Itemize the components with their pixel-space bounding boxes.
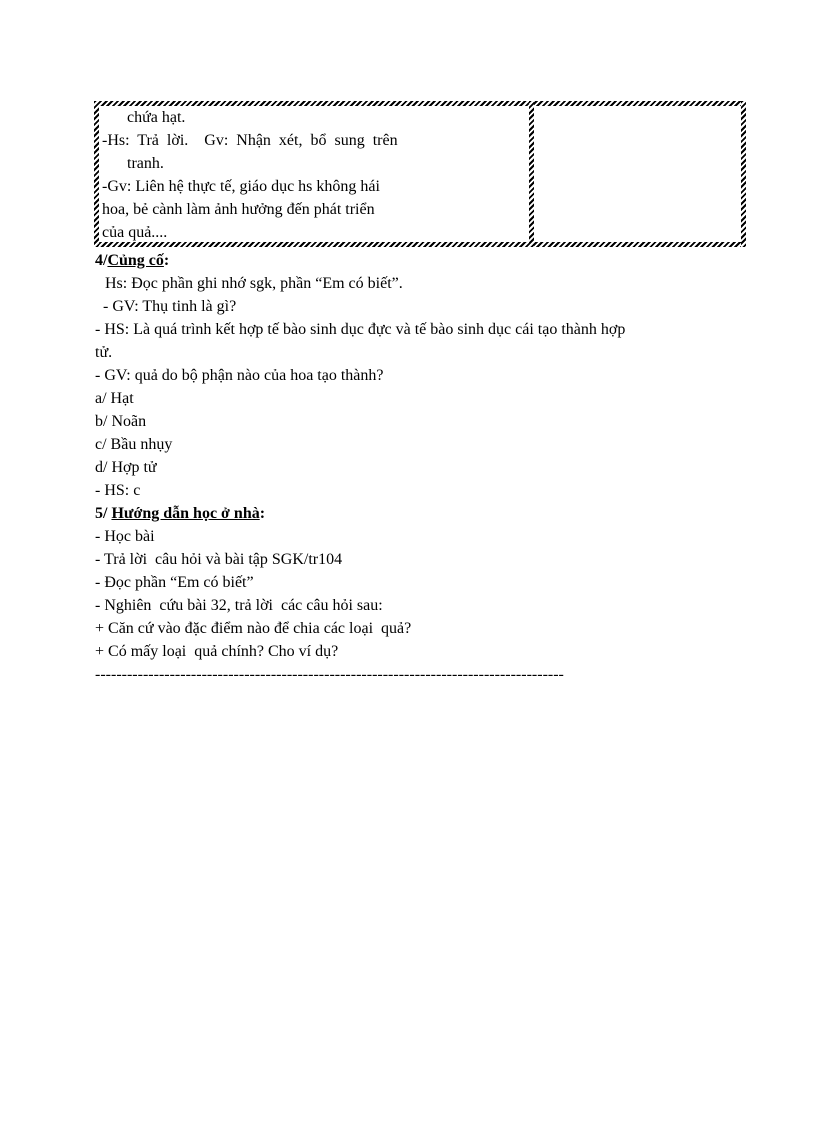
divider-line: ---------------------------------------------------------------------------------------- [95, 666, 564, 683]
table-line: của quả.... [102, 224, 168, 241]
body-line: - Nghiên cứu bài 32, trả lời các câu hỏi sau: [95, 597, 383, 614]
answer-option-c: c/ Bầu nhụy [95, 436, 173, 453]
body-line: - HS: c [95, 482, 141, 499]
answer-option-a: a/ Hạt [95, 390, 134, 407]
body-line: - HS: Là quá trình kết hợp tế bào sinh dục đực và tế bào sinh dục cái tạo thành hợp [95, 321, 626, 338]
answer-option-d: d/ Hợp tử [95, 459, 157, 476]
body-line: Hs: Đọc phần ghi nhớ sgk, phần “Em có biết”. [105, 275, 403, 292]
table-left-cell [102, 106, 427, 244]
body-line: - Học bài [95, 528, 155, 545]
body-line: - Trả lời câu hỏi và bài tập SGK/tr104 [95, 551, 343, 568]
table-column-divider [529, 101, 534, 247]
section-heading-homework: 5/ Hướng dẫn học ở nhà: [95, 505, 266, 522]
answer-option-b: b/ Noãn [95, 413, 147, 430]
section-heading-consolidation: 4/Củng cố: [95, 252, 170, 269]
body-line: - GV: quả do bộ phận nào của hoa tạo thành? [95, 367, 384, 384]
body-line: - Đọc phần “Em có biết” [95, 574, 254, 591]
table-border-left [94, 101, 99, 247]
body-line: + Có mấy loại quả chính? Cho ví dụ? [95, 643, 339, 660]
table-line: hoa, bẻ cành làm ảnh hưởng đến phát triển [102, 201, 375, 218]
table-line: chứa hạt. [127, 109, 186, 126]
table-line: tranh. [127, 155, 164, 172]
table-line: -Gv: Liên hệ thực tế, giáo dục hs không hái [102, 178, 380, 195]
body-line: tử. [95, 344, 113, 361]
table-line: -Hs: Trả lời. Gv: Nhận xét, bổ sung trên [102, 132, 398, 149]
table-border-right [741, 101, 746, 247]
document-body [95, 249, 735, 686]
body-line: + Căn cứ vào đặc điểm nào để chia các loại quả? [95, 620, 412, 637]
body-line: - GV: Thụ tinh là gì? [103, 298, 237, 315]
